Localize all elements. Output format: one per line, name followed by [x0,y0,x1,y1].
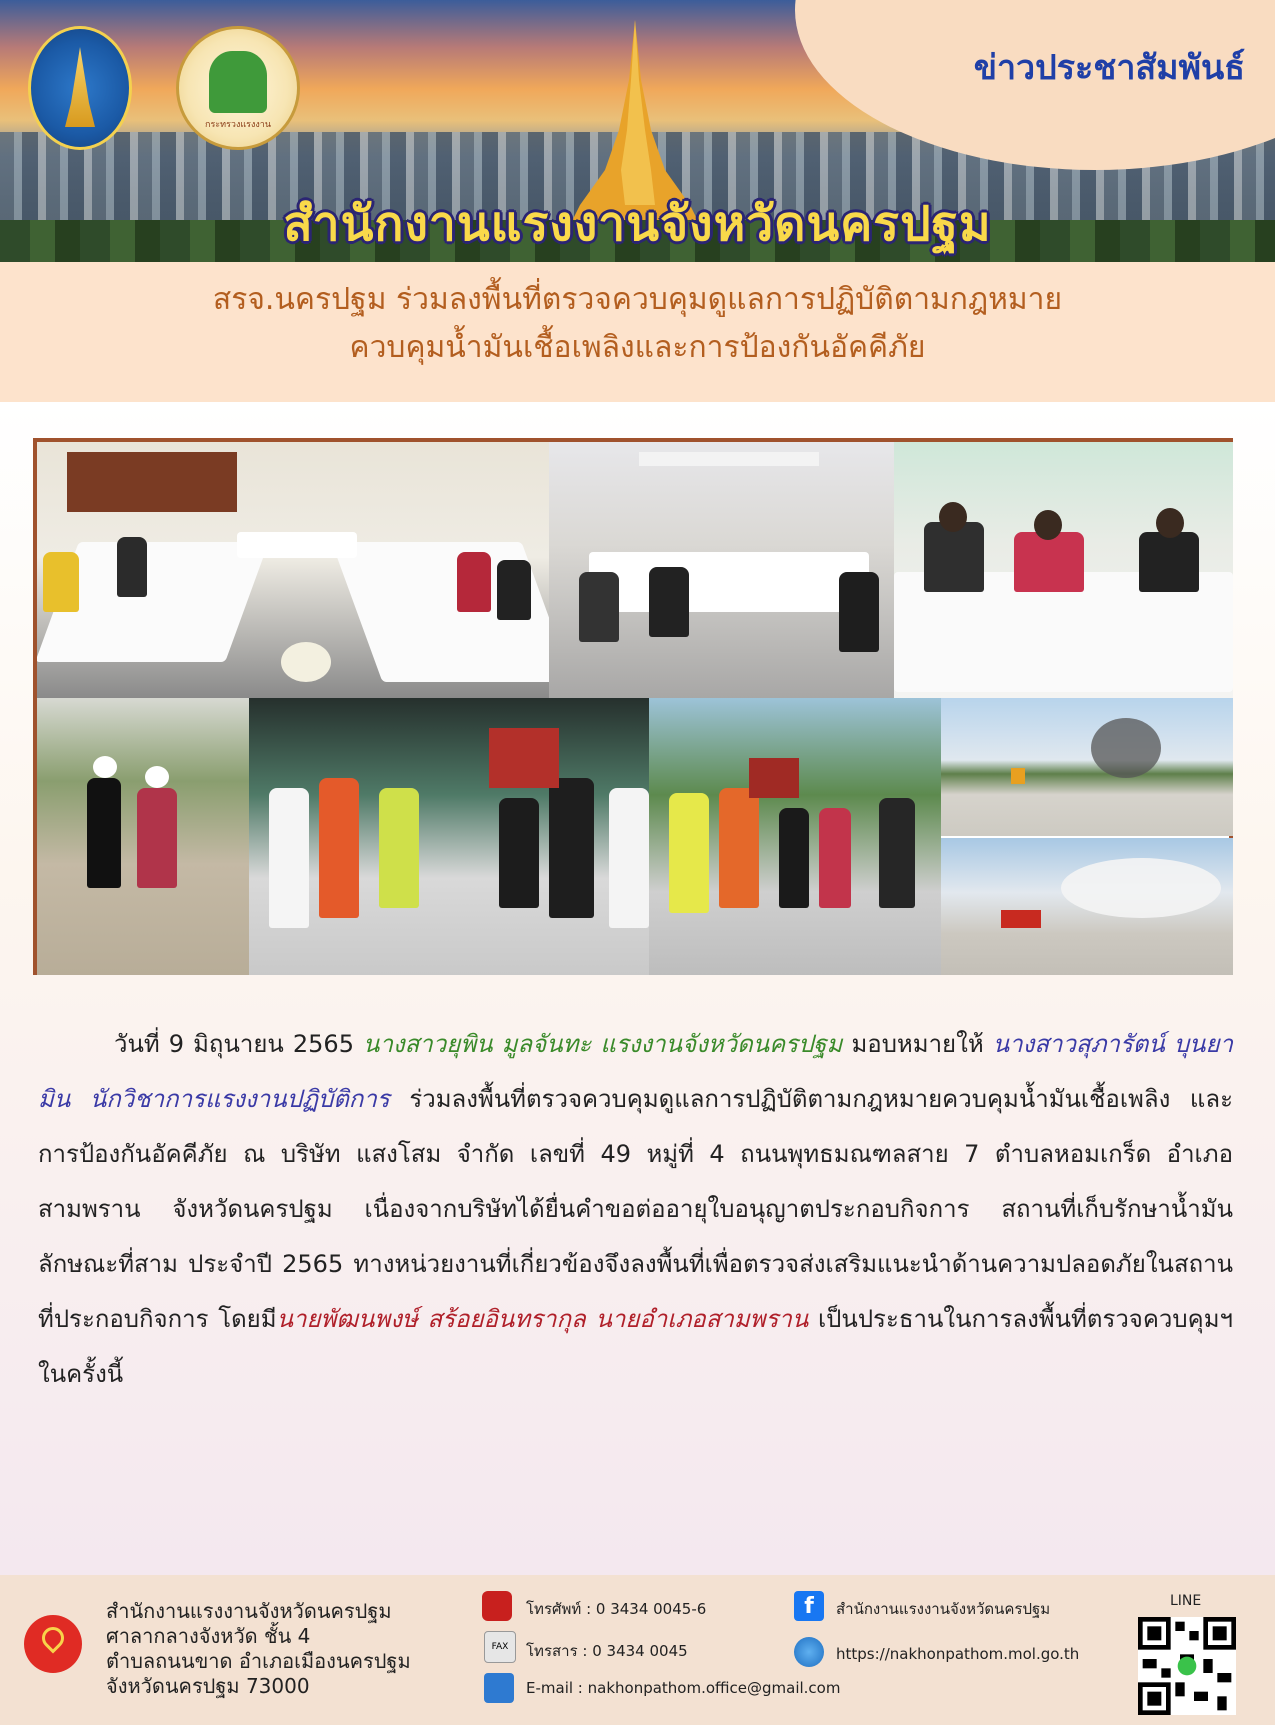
photo-meeting-room-1 [37,442,549,698]
article-person-3: นายพัฒนพงษ์ สร้อยอินทรากุล นายอำเภอสามพราน [276,1305,809,1333]
article-text-3: เป็นประธานในการลงพื้นที่ตรวจควบคุมฯ ในครั้งนี้ [38,1305,1233,1388]
article-person-1: นางสาวยุพิน มูลจันทะ แรงงานจังหวัดนครปฐม [363,1030,843,1058]
ministry-logo [176,26,300,150]
line-label: LINE [1170,1593,1202,1609]
photo-fire-drill-1 [941,698,1233,836]
footer [0,1575,1275,1725]
fax-icon-text: FAX [491,1642,509,1652]
article-person-2: นางสาวสุภารัตน์ บุนยามิน นักวิชาการแรงงานปฏิบัติการ [38,1030,1233,1113]
address-line: สำนักงานแรงงานจังหวัดนครปฐม [106,1599,392,1623]
headline-line-1: สรจ.นครปฐม ร่วมลงพื้นที่ตรวจควบคุมดูแลการปฏิบัติตามกฎหมาย [212,282,1063,317]
footer-website[interactable]: https://nakhonpathom.mol.go.th [836,1645,1080,1663]
address-line: ตำบลถนนขาด อำเภอเมืองนครปฐม [106,1649,411,1673]
article-body [38,1017,1233,1402]
footer-address [106,1599,411,1699]
photo-meeting-room-2 [549,442,894,698]
ministry-logo-text: กระทรวงแรงงาน [205,120,271,130]
photo-site-visit-3 [649,698,941,975]
stupa-emblem-icon [65,47,95,127]
photo-meeting-room-3 [894,442,1233,698]
footer-phone: โทรศัพท์ : 0 3434 0045-6 [526,1600,707,1618]
pr-label: ข่าวประชาสัมพันธ์ [973,48,1245,88]
headline-band [0,262,1275,402]
province-logo [28,26,132,150]
article-text-2: ร่วมลงพื้นที่ตรวจควบคุมดูแลการปฏิบัติตามกฎหมายควบคุมน้ำมันเชื้อเพลิง และการป้องกันอัคคีภัย ณ บริษัท แสงโสม จำกัด เลขที่ 49 หมู่ที่ 4 ถนนพุทธมณฑลสาย 7 ตำบลหอมเกร็ด อำเภอสามพราน จังหวัดนครปฐม เนื่องจากบริษัทได้ยื่นคำขอต่ออายุใบอนุญาตประกอบกิจการ สถานที่เก็บรักษาน้ำมัน ลักษณะที่สาม ประจำปี 2565 ทางหน่วยงานที่เกี่ยวข้องจึงลงพื้นที่เพื่อตรวจส่งเสริมแนะนำด้านความปลอดภัยในสถานที่ประกอบกิจการ โดยมี [38,1085,1233,1333]
header-banner [0,0,1275,262]
office-name: สำนักงานแรงงานจังหวัดนครปฐม [283,196,992,252]
footer-facebook[interactable]: สำนักงานแรงงานจังหวัดนครปฐม [836,1600,1051,1618]
photo-site-visit-1 [37,698,249,975]
line-qr-code[interactable] [1138,1617,1236,1715]
article-text-1: มอบหมายให้ [851,1030,984,1058]
photo-fire-drill-2 [941,838,1233,975]
globe-icon [794,1637,824,1667]
fax-icon [484,1631,516,1663]
address-line: จังหวัดนครปฐม 73000 [106,1674,310,1698]
footer-email[interactable]: E-mail : nakhonpathom.office@gmail.com [526,1679,841,1697]
phone-icon [482,1591,512,1621]
deity-emblem-icon [209,51,267,113]
email-icon [484,1673,514,1703]
photo-site-visit-2 [249,698,649,975]
photo-collage [33,438,1233,975]
headline-line-2: ควบคุมน้ำมันเชื้อเพลิงและการป้องกันอัคคีภัย [349,330,926,365]
facebook-icon: f [794,1591,824,1621]
article-date: วันที่ 9 มิถุนายน 2565 [114,1030,354,1058]
address-line: ศาลากลางจังหวัด ชั้น 4 [106,1624,311,1648]
footer-fax: โทรสาร : 0 3434 0045 [526,1642,688,1660]
location-pin-icon [24,1615,82,1673]
